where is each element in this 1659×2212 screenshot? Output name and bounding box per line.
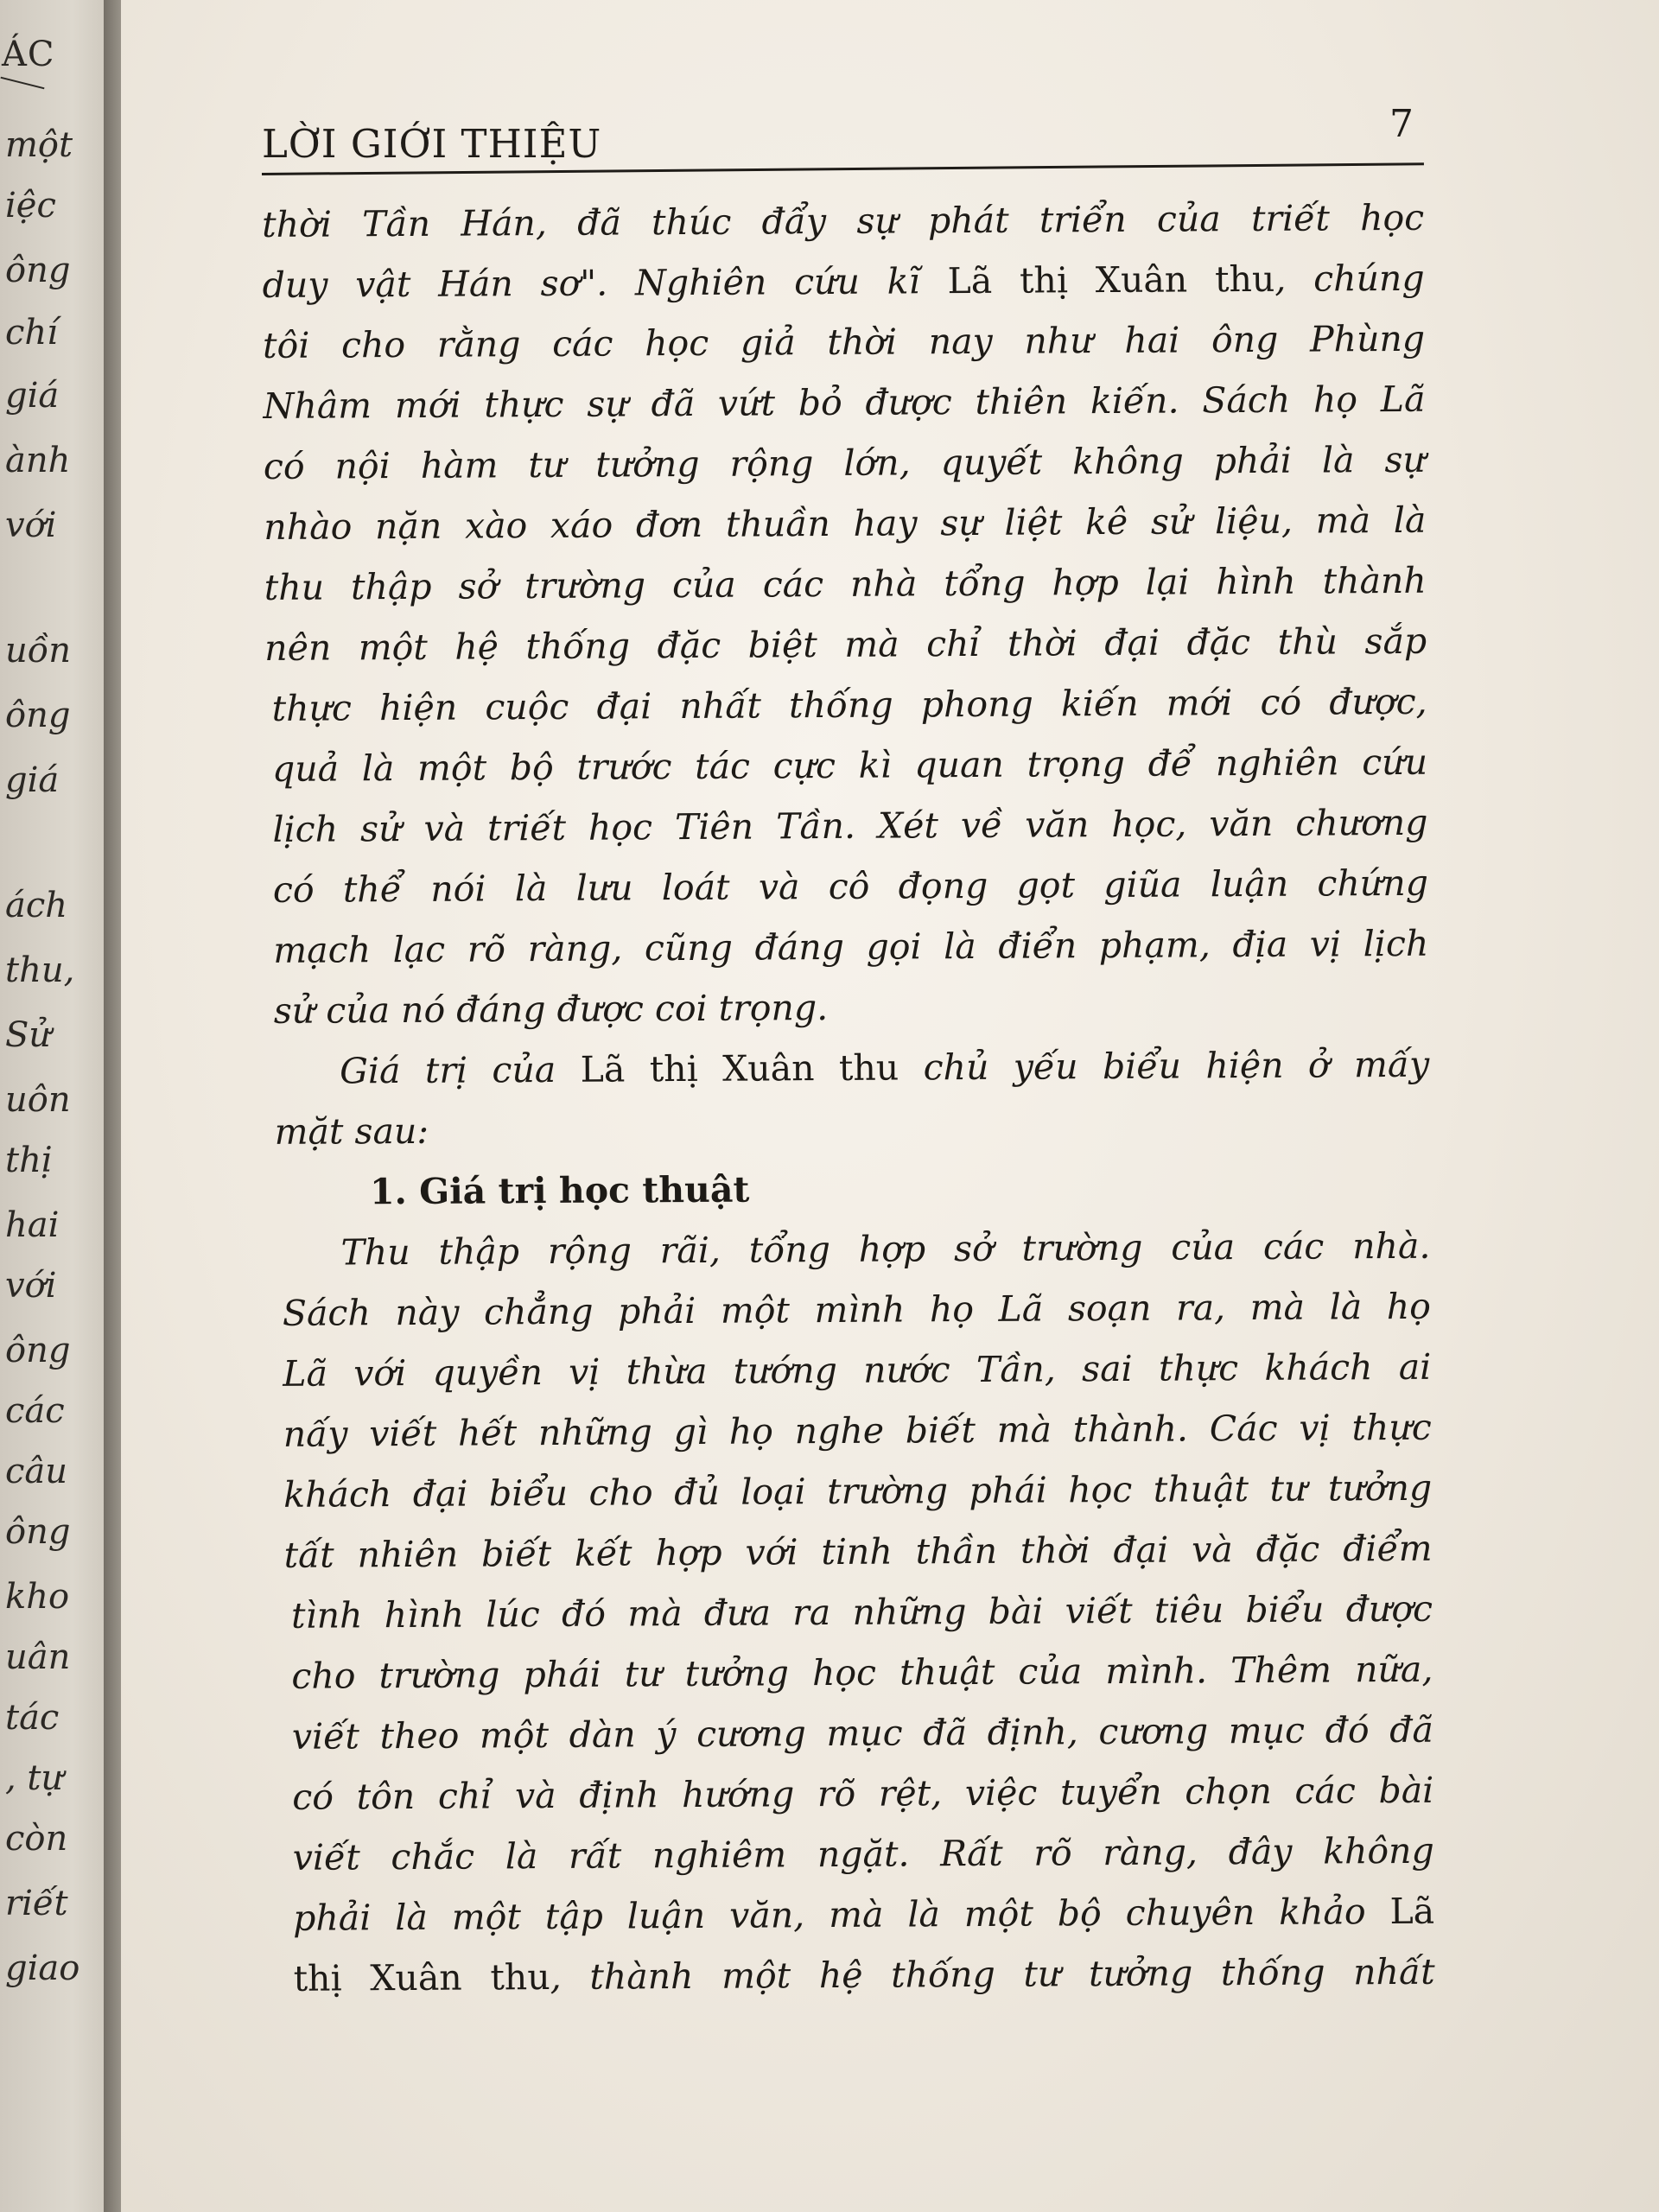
italic-text: khách đại biểu cho đủ loại trường phái học thuật tư tưởng bbox=[283, 1466, 1433, 1516]
left-page-fragment: ành bbox=[5, 441, 71, 480]
italic-text: Lã với quyền vị thừa tướng nước Tần, sai thực khách ai bbox=[283, 1345, 1432, 1395]
text-line bbox=[267, 1095, 1429, 1162]
italic-text: lịch sử và triết học Tiên Tần. Xét về văn học, văn chương bbox=[272, 801, 1428, 850]
italic-text: quả là một bộ trước tác cực kì quan trọng để nghiên cứu bbox=[271, 741, 1428, 790]
left-page-fragment: ông bbox=[5, 696, 71, 735]
book-title-text: Lã bbox=[1389, 1890, 1435, 1933]
left-page-header-rule bbox=[1, 77, 45, 90]
text-line bbox=[267, 974, 1429, 1041]
left-page-fragment: giá bbox=[5, 376, 60, 416]
italic-text: mạch lạc rõ ràng, cũng đáng gọi là điển phạm, địa vị lịch bbox=[273, 922, 1429, 971]
body-text bbox=[262, 188, 1435, 2009]
italic-text: thu thập sở trường của các nhà tổng hợp lại hình thành bbox=[264, 559, 1427, 608]
text-line bbox=[270, 1518, 1432, 1586]
text-line bbox=[263, 369, 1425, 436]
italic-text: sử của nó đáng được coi trọng. bbox=[273, 987, 829, 1032]
left-page-fragment: hai bbox=[5, 1205, 60, 1245]
left-page-fragment: , tự bbox=[5, 1758, 64, 1798]
text-line bbox=[266, 913, 1428, 981]
left-page-fragment: với bbox=[5, 505, 57, 545]
text-line bbox=[263, 308, 1425, 376]
text-line bbox=[270, 1458, 1432, 1525]
text-line bbox=[264, 429, 1426, 497]
italic-text: có thể nói là lưu loát và cô đọng gọt giũa luận chứng bbox=[272, 861, 1429, 911]
left-page-fragment: uôn bbox=[5, 1080, 71, 1120]
left-facing-page bbox=[0, 0, 121, 2212]
left-page-fragment: giao bbox=[5, 1948, 80, 1988]
text-line bbox=[272, 1821, 1434, 1888]
italic-text: tình hình lúc đó mà đưa ra những bài viết tiêu biểu được bbox=[290, 1587, 1433, 1637]
left-page-fragment: thị bbox=[5, 1141, 53, 1180]
text-line bbox=[269, 1337, 1431, 1404]
text-line bbox=[267, 1034, 1429, 1102]
italic-text: thực hiện cuộc đại nhất thống phong kiến mới có được, bbox=[271, 680, 1427, 729]
left-page-fragment: riết bbox=[5, 1884, 68, 1923]
text-line bbox=[262, 248, 1424, 315]
italic-text: nấy viết hết những gì họ nghe biết mà thành. Các vị thực bbox=[283, 1406, 1432, 1455]
italic-text: duy vật Hán sơ". Nghiên cứu kĩ bbox=[262, 260, 948, 306]
text-line bbox=[270, 1639, 1433, 1707]
left-page-header: ÁC bbox=[2, 35, 55, 74]
italic-text: nên một hệ thống đặc biệt mà chỉ thời đại đặc thù sắp bbox=[264, 620, 1427, 669]
italic-text: tôi cho rằng các học giả thời nay như hai ông Phùng bbox=[262, 317, 1426, 366]
left-page-fragment: ông bbox=[5, 1331, 71, 1370]
left-page-fragment: Sử bbox=[5, 1015, 52, 1055]
left-page-fragment: kho bbox=[5, 1577, 70, 1617]
italic-text: Thu thập rộng rãi, tổng hợp sở trường của các nhà. bbox=[340, 1224, 1431, 1274]
left-page-fragment: một bbox=[5, 125, 73, 165]
text-line bbox=[265, 732, 1427, 799]
left-page-fragment: các bbox=[5, 1391, 65, 1431]
left-page-fragment: uồn bbox=[5, 631, 71, 671]
page-number: 7 bbox=[1389, 102, 1414, 146]
italic-text: tất nhiên biết kết hợp với tinh thần thời đại và đặc điểm bbox=[283, 1527, 1433, 1576]
italic-text: phải là một tập luận văn, mà là một bộ chuyên khảo bbox=[293, 1891, 1390, 1939]
text-line bbox=[264, 671, 1427, 739]
left-page-fragment: ông bbox=[5, 251, 71, 290]
text-line bbox=[268, 1216, 1430, 1283]
italic-text: Sách này chẳng phải một mình họ Lã soạn ra, mà là họ bbox=[282, 1285, 1432, 1334]
italic-text: có tôn chỉ và định hướng rõ rệt, việc tuyển chọn các bài bbox=[292, 1769, 1434, 1818]
italic-text: thời Tần Hán, đã thúc đẩy sự phát triển của triết học bbox=[262, 196, 1425, 245]
text-line bbox=[269, 1276, 1431, 1344]
text-line bbox=[264, 611, 1427, 678]
text-line bbox=[270, 1579, 1433, 1646]
left-page-fragment: còn bbox=[5, 1819, 68, 1859]
left-page-fragment: chí bbox=[5, 313, 58, 353]
left-page-fragment: iệc bbox=[5, 186, 56, 226]
left-page-fragment: ông bbox=[5, 1512, 71, 1552]
text-line bbox=[272, 1881, 1434, 1948]
book-title-text: Lã thị Xuân thu bbox=[947, 257, 1275, 302]
text-line bbox=[266, 853, 1428, 920]
book-page bbox=[121, 0, 1659, 2212]
text-line bbox=[264, 550, 1427, 618]
italic-text: chủ yếu biểu hiện ở mấy bbox=[899, 1043, 1430, 1089]
italic-text: , chúng bbox=[1274, 257, 1425, 300]
left-page-fragment: ách bbox=[5, 886, 68, 925]
running-head: LỜI GIỚI THIỆU bbox=[262, 121, 602, 167]
italic-text: , thành một hệ thống tư tưởng thống nhất bbox=[550, 1950, 1435, 1998]
section-heading: 1. Giá trị học thuật bbox=[369, 1168, 750, 1213]
left-page-fragment: tác bbox=[5, 1698, 60, 1738]
left-page-fragment: với bbox=[5, 1266, 57, 1306]
left-page-fragment: câu bbox=[5, 1452, 68, 1491]
italic-text: viết chắc là rất nghiêm ngặt. Rất rõ ràng, đây không bbox=[292, 1829, 1434, 1878]
text-line bbox=[270, 1397, 1432, 1465]
italic-text: có nội hàm tư tưởng rộng lớn, quyết không phải là sự bbox=[263, 438, 1427, 487]
italic-text: Nhâm mới thực sự đã vứt bỏ được thiên kiến. Sách họ Lã bbox=[263, 378, 1426, 427]
left-page-fragment: giá bbox=[5, 760, 60, 800]
left-page-fragment: uân bbox=[5, 1637, 71, 1677]
book-title-text: thị Xuân thu bbox=[293, 1956, 550, 1999]
text-line bbox=[271, 1700, 1433, 1767]
book-title-text: Lã thị Xuân thu bbox=[580, 1046, 899, 1090]
text-line bbox=[272, 1942, 1434, 2009]
text-line bbox=[262, 188, 1424, 255]
italic-text: mặt sau: bbox=[274, 1109, 429, 1153]
italic-text: viết theo một dàn ý cương mục đã định, cương mục đó đã bbox=[291, 1708, 1434, 1758]
text-line bbox=[264, 490, 1426, 557]
text-line bbox=[271, 1760, 1433, 1827]
italic-text: cho trường phái tư tưởng học thuật của mình. Thêm nữa, bbox=[291, 1648, 1433, 1697]
left-page-fragment: thu, bbox=[5, 950, 75, 990]
italic-text: nhào nặn xào xáo đơn thuần hay sự liệt kê sử liệu, mà là bbox=[264, 499, 1427, 548]
text-line bbox=[265, 792, 1427, 860]
italic-text: Giá trị của bbox=[340, 1048, 581, 1092]
